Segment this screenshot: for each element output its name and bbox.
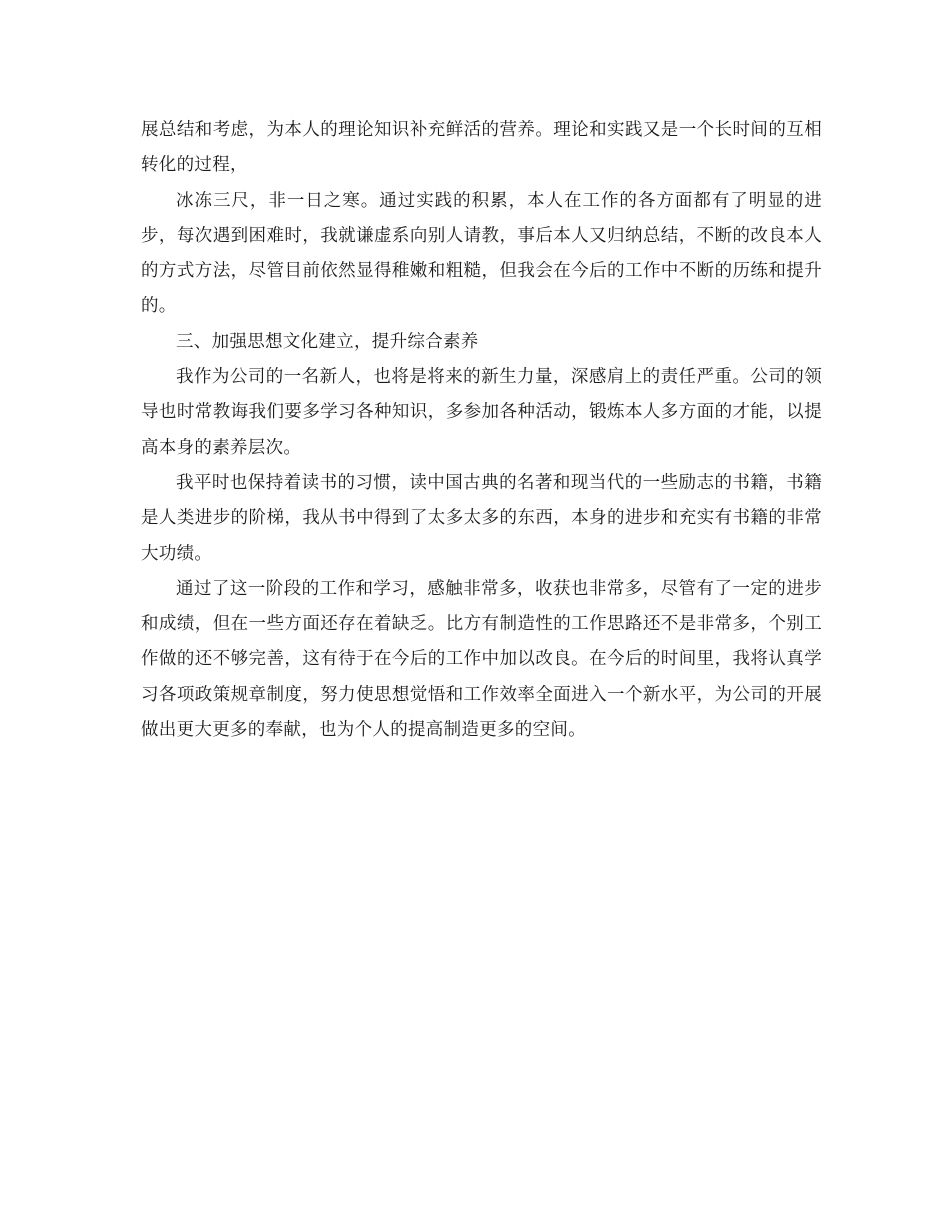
- paragraph-practice-accumulation: 冰冻三尺，非一日之寒。通过实践的积累，本人在工作的各方面都有了明显的进步，每次遇到困难时，我就谦虚系向别人请教，事后本人又归纳总结，不断的改良本人的方式方法，尽管目前依然显得稚嫩和粗糙，但我会在今后的工作中不断的历练和提升的。: [141, 190, 822, 317]
- paragraph-reading-habit: 我平时也保持着读书的习惯，读中国古典的名著和现当代的一些励志的书籍，书籍是人类进步的阶梯，我从书中得到了太多太多的东西，本身的进步和充实有书籍的非常大功绩。: [141, 472, 822, 564]
- section-heading-three: 三、加强思想文化建立，提升综合素养: [176, 331, 479, 352]
- paragraph-new-member: 我作为公司的一名新人，也将是将来的新生力量，深感肩上的责任严重。公司的领导也时常教诲我们要多学习各种知识，多参加各种活动，锻炼本人多方面的才能，以提高本身的素养层次。: [141, 367, 822, 458]
- paragraph-continuation: 展总结和考虑，为本人的理论知识补充鲜活的营养。理论和实践又是一个长时间的互相转化的过程，: [141, 120, 822, 176]
- paragraph-summary: 通过了这一阶段的工作和学习，感触非常多，收获也非常多，尽管有了一定的进步和成绩，但在一些方面还存在着缺乏。比方有制造性的工作思路还不是非常多，个别工作做的还不够完善，这有待于在今后的工作中加以改良。在今后的时间里，我将认真学习各项政策规章制度，努力使思想觉悟和工作效率全面进入一个新水平，为公司的开展做出更大更多的奉献，也为个人的提高制造更多的空间。: [141, 578, 822, 741]
- document-body: [141, 113, 822, 748]
